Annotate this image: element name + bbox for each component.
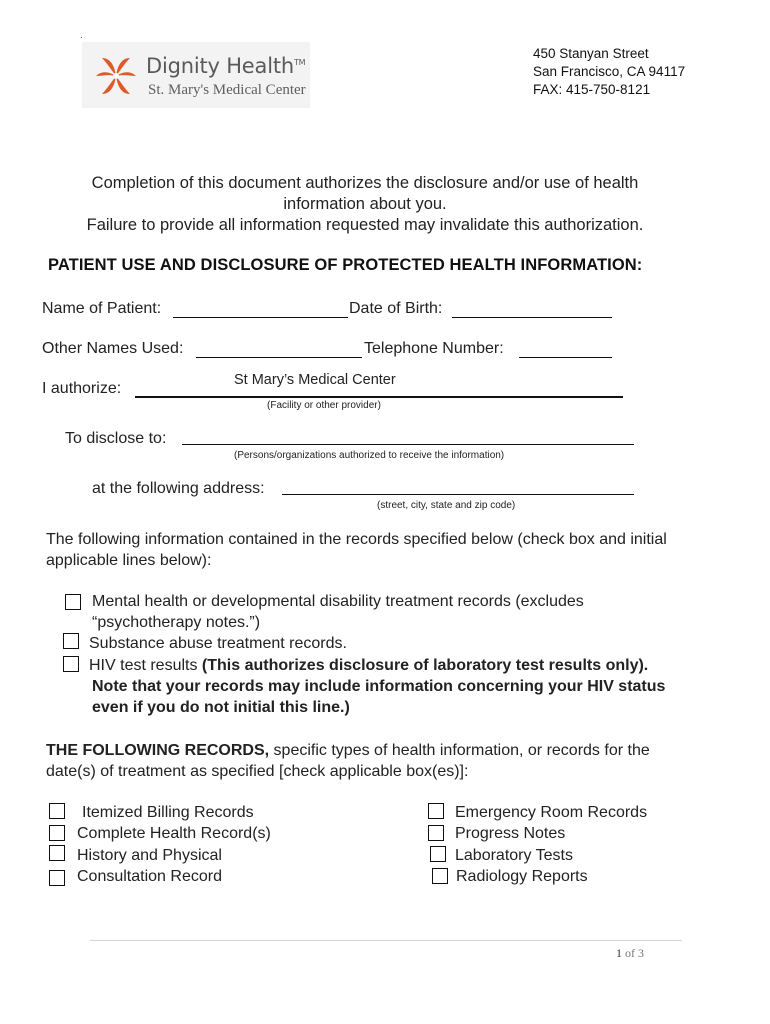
label-history-physical: History and Physical: [77, 847, 222, 864]
checkbox-progress-notes[interactable]: [428, 825, 444, 841]
label-consultation-record: Consultation Record: [77, 868, 222, 885]
hiv-bold-text-2: Note that your records may include information concerning your HIV status: [92, 678, 666, 695]
other-names-field[interactable]: [196, 357, 362, 358]
footer-divider: [90, 940, 682, 941]
label-emergency-room: Emergency Room Records: [455, 804, 648, 821]
label-complete-health-record: Complete Health Record(s): [77, 825, 271, 842]
mental-health-line-2: “psychotherapy notes.”): [92, 614, 261, 631]
checkbox-complete-health-record[interactable]: [49, 825, 65, 841]
name-of-patient-field[interactable]: [173, 317, 348, 318]
date-of-birth-label: Date of Birth:: [349, 300, 443, 317]
label-itemized-billing: Itemized Billing Records: [82, 804, 254, 821]
i-authorize-field[interactable]: [135, 396, 623, 398]
mental-health-checkbox[interactable]: [65, 594, 81, 610]
address-street: 450 Stanyan Street: [533, 46, 649, 61]
telephone-label: Telephone Number:: [364, 340, 504, 357]
i-authorize-value: St Mary’s Medical Center: [234, 372, 396, 388]
i-authorize-label: I authorize:: [42, 380, 122, 397]
intro-line-2: information about you.: [283, 195, 447, 213]
dignity-health-logo-icon: [92, 50, 140, 102]
telephone-field[interactable]: [519, 357, 612, 358]
current-page: 1: [616, 946, 622, 960]
following-bold: THE FOLLOWING RECORDS,: [46, 742, 270, 759]
stray-mark: .: [80, 30, 83, 41]
facility-hint: (Facility or other provider): [267, 400, 381, 411]
mental-health-text: [92, 591, 584, 633]
name-of-patient-label: Name of Patient:: [42, 300, 162, 317]
checkbox-consultation-record[interactable]: [49, 870, 65, 886]
substance-abuse-text: Substance abuse treatment records.: [89, 635, 347, 652]
checkbox-laboratory-tests[interactable]: [430, 846, 446, 862]
label-radiology-reports: Radiology Reports: [456, 868, 588, 885]
intro-text: [40, 173, 690, 236]
date-of-birth-field[interactable]: [452, 317, 612, 318]
to-disclose-label: To disclose to:: [65, 430, 167, 447]
hiv-test-checkbox[interactable]: [63, 656, 79, 672]
following-line-2: date(s) of treatment as specified [check applicable box(es)]:: [46, 763, 469, 780]
facility-address: [533, 45, 685, 99]
records-intro: [46, 529, 746, 571]
page-total: of 3: [622, 946, 644, 960]
intro-line-3: Failure to provide all information requested may invalidate this authorization.: [86, 216, 644, 234]
intro-line-1: Completion of this document authorizes the disclosure and/or use of health: [91, 174, 639, 192]
records-intro-line-1: The following information contained in the records specified below (check box and initial: [46, 531, 667, 548]
page-number: [616, 946, 644, 961]
hiv-bold-text-3: even if you do not initial this line.): [92, 699, 350, 716]
section-heading: PATIENT USE AND DISCLOSURE OF PROTECTED HEALTH INFORMATION:: [48, 256, 643, 274]
following-rest: specific types of health information, or records for the: [269, 742, 650, 759]
records-intro-line-2: applicable lines below):: [46, 552, 212, 569]
hiv-plain-text: HIV test results: [89, 657, 202, 674]
other-names-label: Other Names Used:: [42, 340, 184, 357]
logo-subname: St. Mary's Medical Center: [148, 82, 306, 98]
to-disclose-field[interactable]: [182, 444, 634, 445]
address-fax: FAX: 415-750-8121: [533, 82, 651, 97]
checkbox-history-physical[interactable]: [49, 845, 65, 861]
address-field[interactable]: [282, 494, 634, 495]
logo-name: Dignity Health™: [146, 54, 306, 78]
address-city: San Francisco, CA 94117: [533, 64, 686, 79]
checkbox-radiology-reports[interactable]: [432, 868, 448, 884]
hiv-bold-text-1: (This authorizes disclosure of laboratory test results only).: [201, 657, 649, 674]
address-hint: (street, city, state and zip code): [377, 500, 516, 511]
label-laboratory-tests: Laboratory Tests: [455, 847, 573, 864]
mental-health-line-1: Mental health or developmental disability treatment records (excludes: [92, 593, 584, 610]
checkbox-emergency-room[interactable]: [428, 803, 444, 819]
checkbox-itemized-billing[interactable]: [49, 803, 65, 819]
persons-hint: (Persons/organizations authorized to receive the information): [234, 450, 505, 461]
label-progress-notes: Progress Notes: [455, 825, 566, 842]
following-records-text: [46, 740, 746, 782]
hiv-test-text: [89, 655, 749, 718]
address-label: at the following address:: [92, 480, 265, 497]
substance-abuse-checkbox[interactable]: [63, 633, 79, 649]
